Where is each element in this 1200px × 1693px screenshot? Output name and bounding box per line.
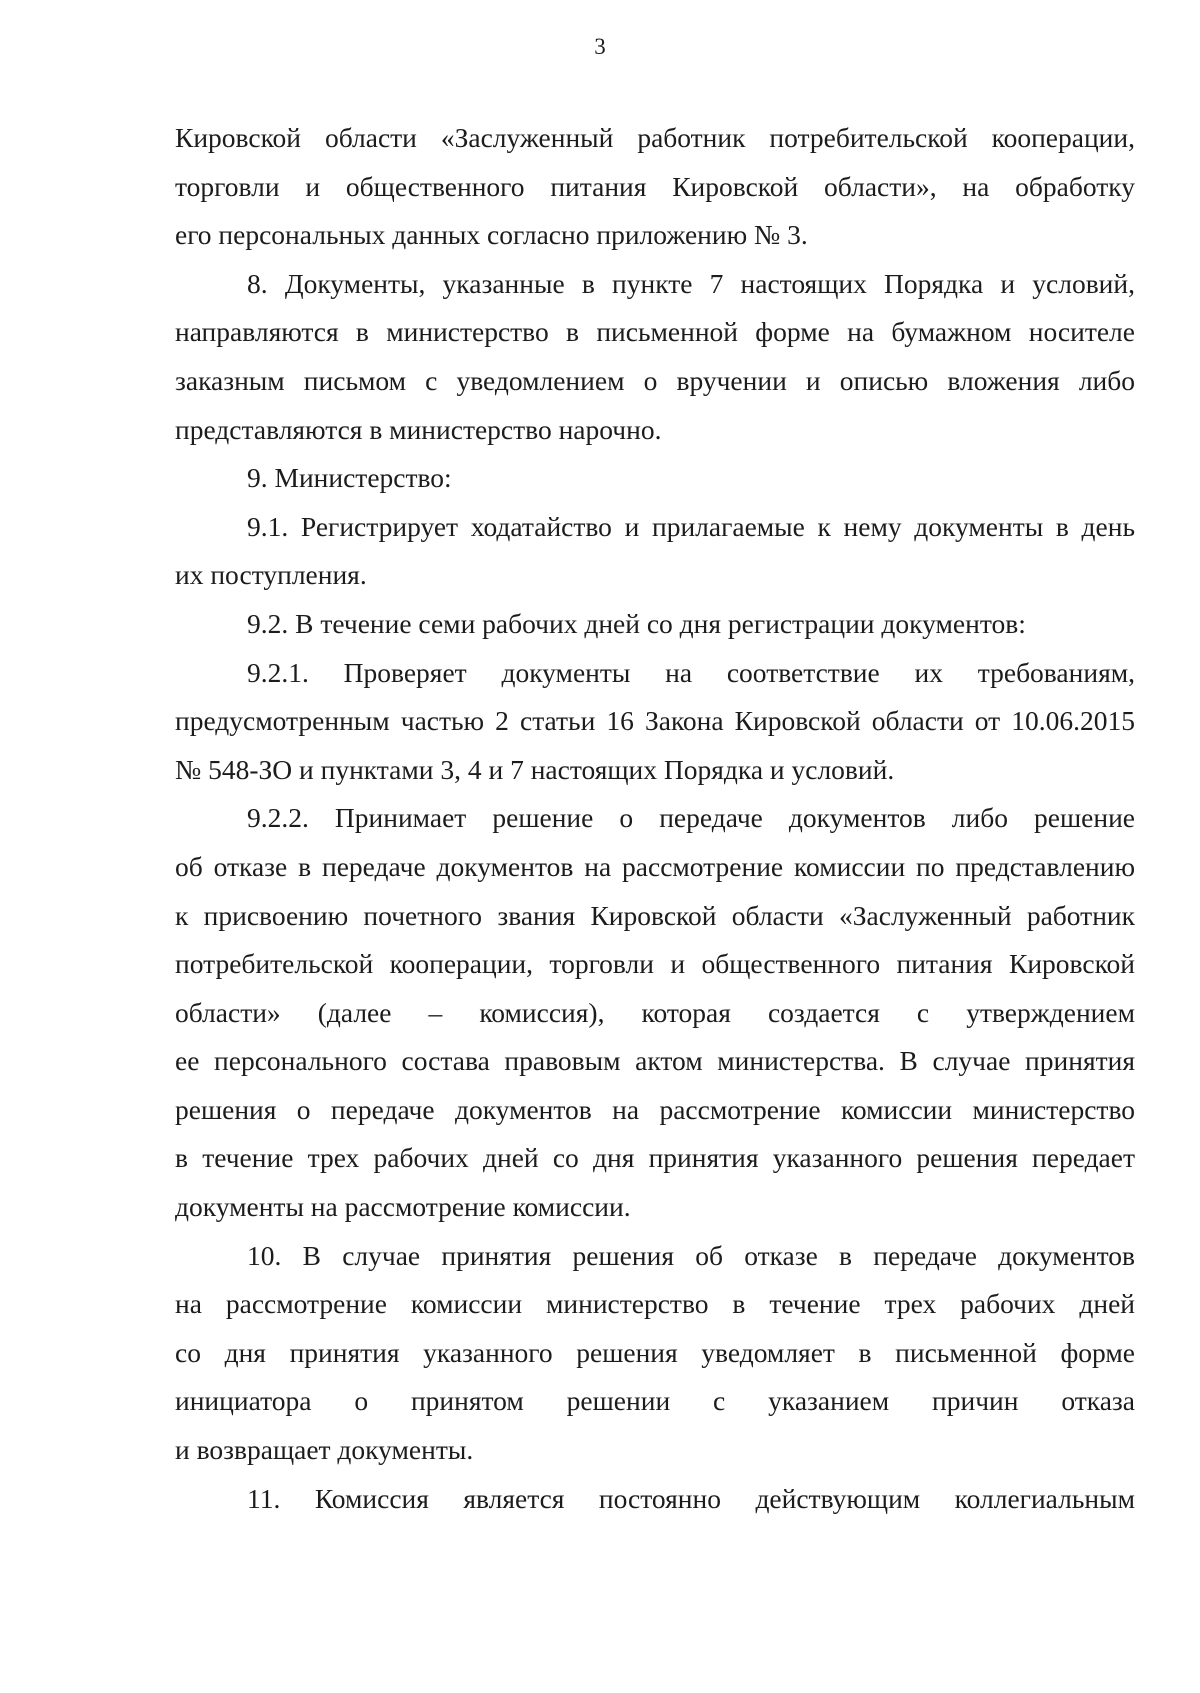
text-line: представляются в министерство нарочно. <box>175 413 662 445</box>
text-line: потребительской кооперации, торговли и общественного питания Кировской <box>175 948 1135 980</box>
text-line: решения о передаче документов на рассмотрение комиссии министерство <box>175 1093 1135 1125</box>
text-line: торговли и общественного питания Кировской области», на обработку <box>175 170 1135 202</box>
text-line: предусмотренным частью 2 статьи 16 Закона Кировской области от 10.06.2015 <box>175 705 1135 737</box>
paragraph-first-line: 9.2. В течение семи рабочих дней со дня регистрации документов: <box>247 607 1026 639</box>
text-line: заказным письмом с уведомлением о вручении и описью вложения либо <box>175 364 1135 396</box>
text-line: документы на рассмотрение комиссии. <box>175 1191 631 1223</box>
text-line: области» (далее – комиссия), которая создается с утверждением <box>175 996 1135 1028</box>
paragraph-first-line: 9.2.2. Принимает решение о передаче документов либо решение <box>247 802 1135 834</box>
text-line: № 548-ЗО и пунктами 3, 4 и 7 настоящих Порядка и условий. <box>175 753 895 785</box>
text-line: Кировской области «Заслуженный работник потребительской кооперации, <box>175 122 1135 153</box>
text-line: ее персонального состава правовым актом министерства. В случае принятия <box>175 1045 1135 1077</box>
page-number: 3 <box>594 34 606 59</box>
text-line: и возвращает документы. <box>175 1434 474 1466</box>
text-line: их поступления. <box>175 559 367 591</box>
paragraph-first-line: 8. Документы, указанные в пункте 7 настоящих Порядка и условий, <box>247 267 1135 299</box>
text-line: на рассмотрение комиссии министерство в течение трех рабочих дней <box>175 1288 1135 1320</box>
text-line: со дня принятия указанного решения уведомляет в письменной форме <box>175 1336 1135 1368</box>
paragraph-first-line: 11. Комиссия является постоянно действующим коллегиальным <box>247 1482 1135 1514</box>
text-line: к присвоению почетного звания Кировской области «Заслуженный работник <box>175 899 1135 931</box>
text-line: инициатора о принятом решении с указанием причин отказа <box>175 1385 1135 1417</box>
paragraph-first-line: 9.2.1. Проверяет документы на соответствие их требованиям, <box>247 656 1135 688</box>
text-line: об отказе в передаче документов на рассмотрение комиссии по представлению <box>175 850 1135 882</box>
paragraph-first-line: 9.1. Регистрирует ходатайство и прилагаемые к нему документы в день <box>247 510 1135 542</box>
text-line: его персональных данных согласно приложению № 3. <box>175 219 808 251</box>
text-line: в течение трех рабочих дней со дня принятия указанного решения передает <box>175 1142 1135 1174</box>
text-line: направляются в министерство в письменной форме на бумажном носителе <box>175 316 1135 348</box>
paragraph-first-line: 10. В случае принятия решения об отказе в передаче документов <box>247 1239 1135 1271</box>
document-body <box>175 114 1135 1523</box>
paragraph-first-line: 9. Министерство: <box>247 462 452 494</box>
